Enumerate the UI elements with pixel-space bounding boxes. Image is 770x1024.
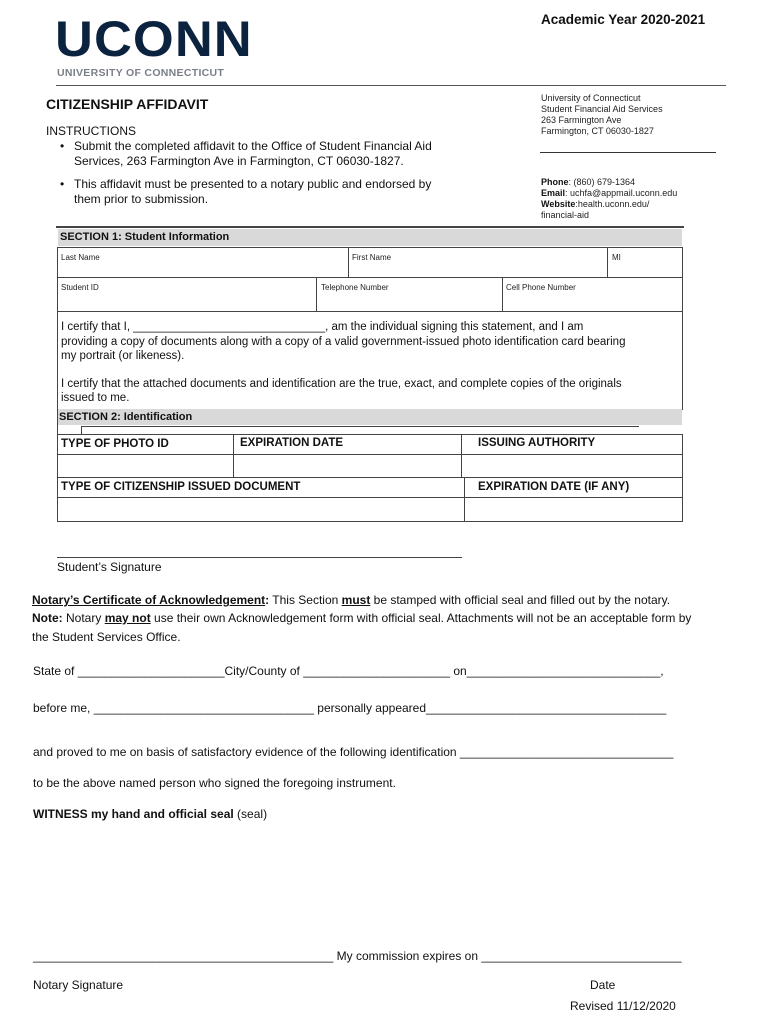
notary-cert-title: Notary’s Certificate of Acknowledgement bbox=[32, 593, 266, 607]
academic-year: Academic Year 2020-2021 bbox=[541, 12, 706, 27]
section2-tick bbox=[81, 426, 82, 434]
phone-label: Phone bbox=[541, 177, 569, 187]
col-divider bbox=[607, 247, 608, 278]
address-divider bbox=[540, 152, 716, 153]
telephone-field[interactable]: Telephone Number bbox=[321, 283, 389, 292]
section1-top-border bbox=[56, 226, 684, 228]
bullet-icon: • bbox=[60, 139, 65, 153]
uconn-logo-subtext: UNIVERSITY OF CONNECTICUT bbox=[57, 67, 225, 79]
page-title: CITIZENSHIP AFFIDAVIT bbox=[46, 96, 209, 112]
instruction-text: them prior to submission. bbox=[74, 192, 209, 206]
phone-value: : (860) 679-1364 bbox=[568, 177, 636, 187]
note-label: Note: bbox=[32, 611, 63, 625]
witness-seal: (seal) bbox=[233, 807, 268, 821]
certify-statement bbox=[61, 320, 681, 406]
citizenship-doc-header: TYPE OF CITIZENSHIP ISSUED DOCUMENT bbox=[61, 481, 301, 493]
last-name-field[interactable]: Last Name bbox=[61, 253, 100, 262]
contact-info bbox=[541, 177, 677, 221]
certify-line: providing a copy of documents along with a copy of a valid government-issued photo identification card bearing bbox=[61, 335, 626, 348]
instructions-heading: INSTRUCTIONS bbox=[46, 124, 136, 138]
section2-heading: SECTION 2: Identification bbox=[58, 409, 682, 425]
email-label: Email bbox=[541, 188, 566, 198]
website-value-cont: financial-aid bbox=[541, 210, 590, 220]
col-divider bbox=[502, 277, 503, 312]
note-may-not: may not bbox=[104, 611, 151, 625]
uconn-logo: UCONN bbox=[55, 11, 253, 67]
student-id-field[interactable]: Student ID bbox=[61, 283, 99, 292]
col-divider bbox=[316, 277, 317, 312]
instruction-bullet bbox=[60, 139, 480, 169]
bullet-icon: • bbox=[60, 177, 65, 191]
student-signature-line[interactable] bbox=[57, 557, 462, 558]
before-me-line[interactable]: before me, _________________________________ personally appeared____________________________________ bbox=[33, 701, 667, 715]
section2-rule bbox=[81, 426, 639, 427]
note-line2: the Student Services Office. bbox=[32, 630, 181, 644]
state-county-line[interactable]: State of ______________________City/County of ______________________ on_____________________________, bbox=[33, 664, 664, 678]
notary-cert-text: be stamped with official seal and filled out by the notary. bbox=[370, 593, 671, 607]
witness-text bbox=[33, 807, 267, 821]
commission-line[interactable]: _____________________________________________ My commission expires on ______________________________ bbox=[33, 949, 682, 963]
notary-cert-colon: : bbox=[265, 593, 270, 607]
note-text: Notary bbox=[62, 611, 105, 625]
instruction-text: Submit the completed affidavit to the Office of Student Financial Aid bbox=[74, 139, 432, 153]
expiration-if-any-input[interactable] bbox=[465, 498, 682, 521]
note-text: use their own Acknowledgement form with official seal. Attachments will not be an acceptable form by bbox=[150, 611, 692, 625]
website-label: Website bbox=[541, 199, 576, 209]
right-border bbox=[682, 312, 683, 410]
row-divider bbox=[57, 477, 683, 478]
notary-signature-label: Notary Signature bbox=[33, 978, 124, 992]
revised-date: Revised 11/12/2020 bbox=[570, 999, 676, 1013]
address-line: University of Connecticut bbox=[541, 93, 641, 103]
witness-bold: WITNESS my hand and official seal bbox=[33, 807, 234, 821]
foregoing-instrument-text: to be the above named person who signed the foregoing instrument. bbox=[33, 776, 396, 790]
address-line: Student Financial Aid Services bbox=[541, 104, 663, 114]
office-address bbox=[541, 93, 663, 137]
identification-line[interactable]: and proved to me on basis of satisfactory evidence of the following identification ________________________________ bbox=[33, 745, 674, 759]
first-name-field[interactable]: First Name bbox=[352, 253, 392, 262]
certify-line: issued to me. bbox=[61, 392, 130, 404]
issuing-authority-header: ISSUING AUTHORITY bbox=[478, 437, 596, 449]
mi-field[interactable]: MI bbox=[612, 253, 621, 262]
certify-line: I certify that the attached documents and identification are the true, exact, and complete copies of the originals bbox=[61, 377, 622, 390]
address-line: 263 Farmington Ave bbox=[541, 115, 622, 125]
notary-note bbox=[32, 611, 691, 625]
photo-id-input[interactable] bbox=[58, 455, 232, 476]
notary-certificate-text bbox=[32, 593, 670, 607]
certify-line: my portrait (or likeness). bbox=[61, 350, 185, 362]
email-value: : uchfa@appmail.uconn.edu bbox=[565, 188, 678, 198]
address-line: Farmington, CT 06030-1827 bbox=[541, 126, 654, 136]
certify-line: I certify that I, ______________________________, am the individual signing this statement, and I am bbox=[61, 321, 584, 333]
issuing-authority-input[interactable] bbox=[462, 455, 682, 476]
instruction-text: This affidavit must be presented to a notary public and endorsed by bbox=[74, 177, 432, 191]
expiration-date-header: EXPIRATION DATE bbox=[240, 437, 344, 449]
col-divider bbox=[348, 247, 349, 278]
section1-heading: SECTION 1: Student Information bbox=[58, 229, 682, 246]
header-divider bbox=[56, 85, 726, 86]
row-divider bbox=[57, 277, 683, 278]
type-photo-id-header: TYPE OF PHOTO ID bbox=[61, 438, 169, 450]
date-label: Date bbox=[590, 978, 616, 992]
citizenship-doc-input[interactable] bbox=[58, 498, 463, 521]
cell-phone-field[interactable]: Cell Phone Number bbox=[506, 283, 576, 292]
instruction-bullet bbox=[60, 177, 480, 207]
website-value: :health.uconn.edu/ bbox=[575, 199, 650, 209]
student-signature-label: Student’s Signature bbox=[57, 560, 162, 574]
expiration-if-any-header: EXPIRATION DATE (IF ANY) bbox=[478, 481, 630, 493]
notary-cert-text: This Section bbox=[269, 593, 342, 607]
expiration-date-input[interactable] bbox=[234, 455, 460, 476]
instruction-text: Services, 263 Farmington Ave in Farmington, CT 06030-1827. bbox=[74, 154, 404, 168]
notary-cert-must: must bbox=[341, 593, 371, 607]
